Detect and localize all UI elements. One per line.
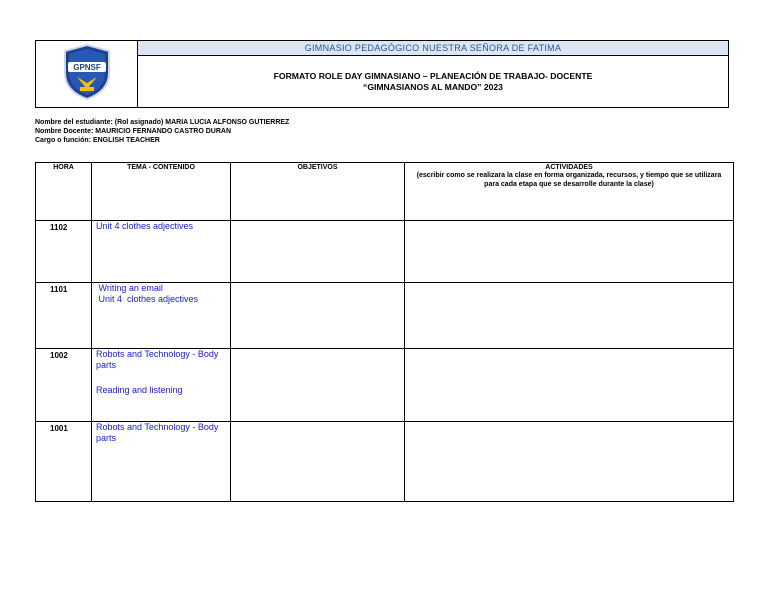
table-row <box>36 422 734 502</box>
hora-cell: 1002 <box>36 349 92 422</box>
format-title: FORMATO ROLE DAY GIMNASIANO – PLANEACIÓN DE TRABAJO- DOCENTE <box>273 70 593 81</box>
header-table <box>35 40 729 108</box>
school-crest-logo <box>59 43 115 101</box>
tema-cell <box>92 283 231 349</box>
planning-table <box>35 162 734 502</box>
table-header-row <box>36 163 734 221</box>
objetivos-cell[interactable] <box>231 283 405 349</box>
tema-text: Writing an email <box>96 283 163 293</box>
actividades-cell[interactable] <box>405 422 734 502</box>
tema-text: Robots and Technology - Body parts <box>96 349 219 370</box>
format-subtitle: “GIMNASIANOS AL MANDO” 2023 <box>363 81 503 92</box>
table-row <box>36 221 734 283</box>
logo-cell <box>36 41 138 108</box>
actividades-cell[interactable] <box>405 283 734 349</box>
tema-text: Reading and listening <box>96 385 183 395</box>
school-name: GIMNASIO PEDAGÓGICO NUESTRA SEÑORA DE FATIMA <box>138 41 729 56</box>
tema-cell <box>92 422 231 502</box>
tema-text: Unit 4 clothes adjectives <box>96 294 199 304</box>
tema-text: Robots and Technology - Body parts <box>96 422 219 443</box>
tema-cell <box>92 221 231 283</box>
header-objetivos: OBJETIVOS <box>231 163 405 221</box>
actividades-cell[interactable] <box>405 349 734 422</box>
objetivos-cell[interactable] <box>231 349 405 422</box>
actividades-note: (escribir como se realizara la clase en forma organizada, recursos, y tiempo que se utilizara para cada etapa que se desarrolle durante la clase) <box>416 172 722 188</box>
student-name-line: Nombre del estudiante: (Rol asignado) MARIA LUCIA ALFONSO GUTIERREZ <box>35 119 290 126</box>
header-hora: HORA <box>36 163 92 221</box>
table-row <box>36 349 734 422</box>
actividades-cell[interactable] <box>405 221 734 283</box>
hora-cell: 1102 <box>36 221 92 283</box>
teacher-info <box>35 118 289 145</box>
header-actividades <box>405 163 734 221</box>
format-title-cell <box>138 56 729 108</box>
objetivos-cell[interactable] <box>231 422 405 502</box>
objetivos-cell[interactable] <box>231 221 405 283</box>
teacher-name-line: Nombre Docente: MAURICIO FERNANDO CASTRO DURAN <box>35 128 232 135</box>
logo-text: GPNSF <box>72 62 101 72</box>
hora-cell: 1101 <box>36 283 92 349</box>
tema-text: Unit 4 clothes adjectives <box>96 221 194 231</box>
tema-cell <box>92 349 231 422</box>
header-tema: TEMA - CONTENIDO <box>92 163 231 221</box>
table-row <box>36 283 734 349</box>
role-line: Cargo o función: ENGLISH TEACHER <box>35 137 160 144</box>
actividades-title: ACTIVIDADES <box>545 164 593 171</box>
hora-cell: 1001 <box>36 422 92 502</box>
